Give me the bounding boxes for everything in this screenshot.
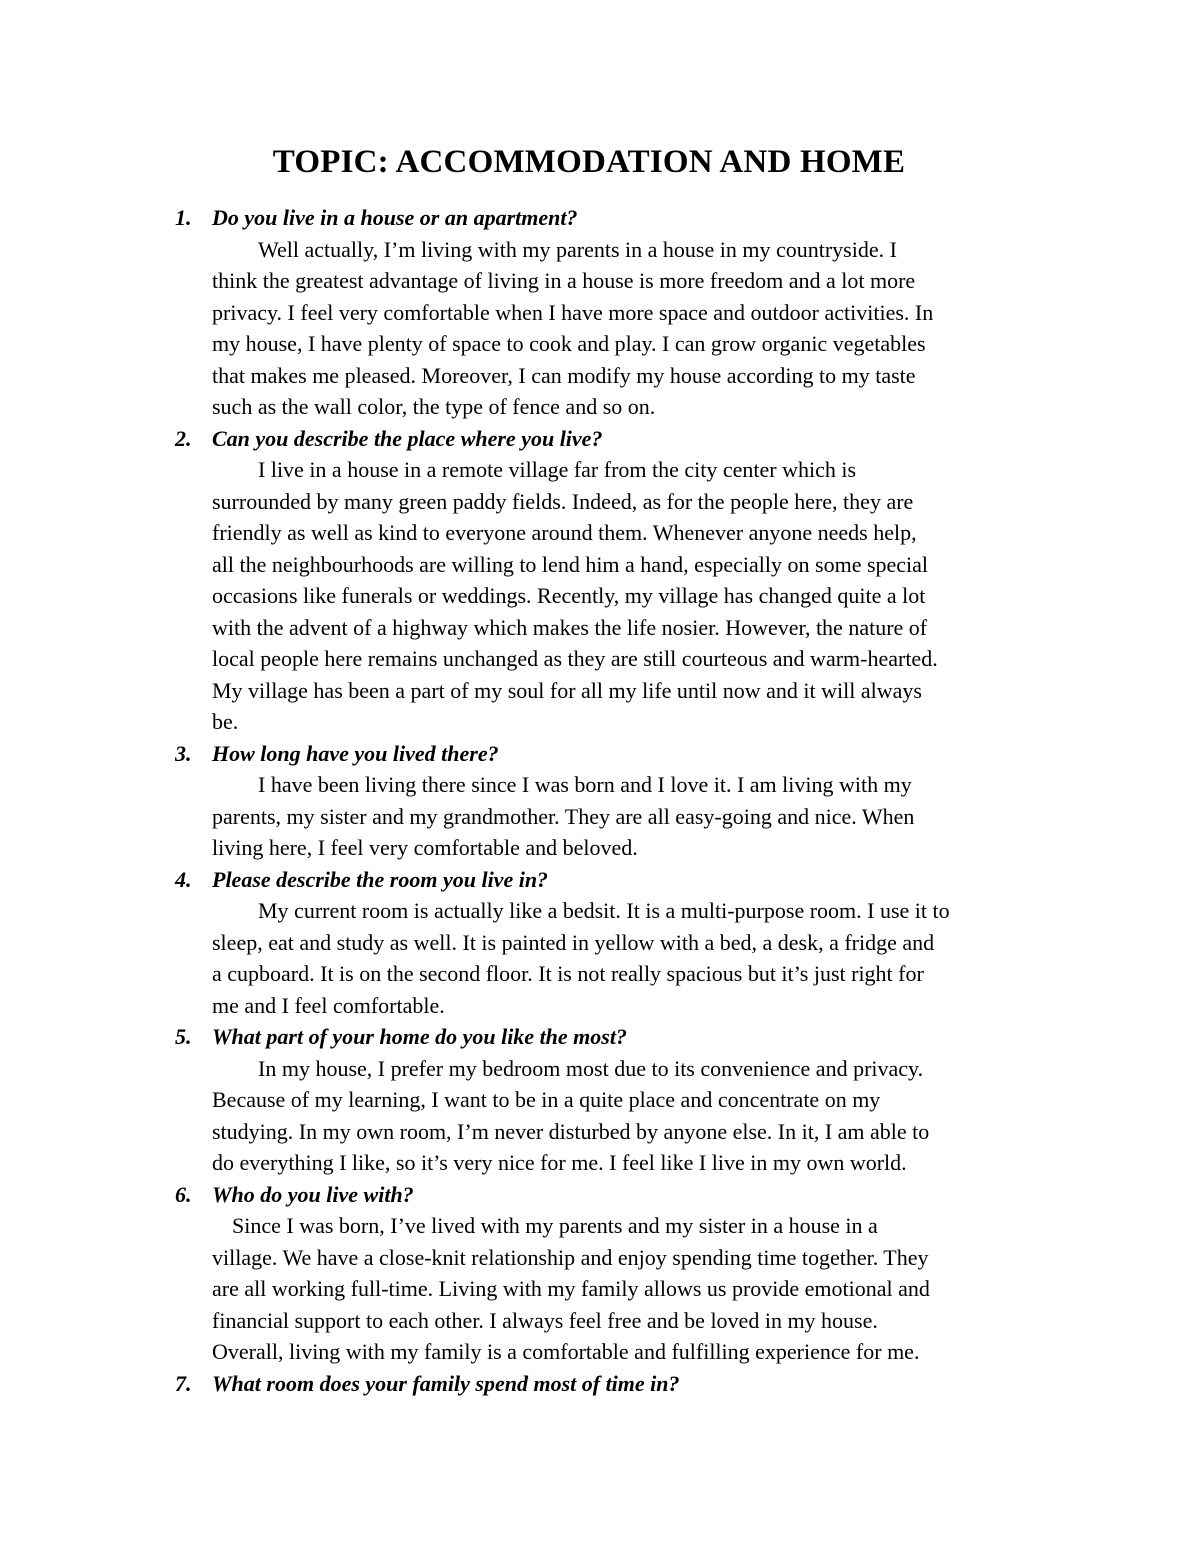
question-item bbox=[0, 1368, 1200, 1400]
question-number: 2. bbox=[175, 425, 192, 451]
question-number: 6. bbox=[175, 1181, 192, 1207]
answer-line: be. bbox=[212, 709, 239, 734]
answer-line: Well actually, I’m living with my parents in a house in my countryside. I bbox=[258, 236, 897, 262]
question-text: How long have you lived there? bbox=[212, 740, 499, 766]
answer-line: all the neighbourhoods are willing to lend him a hand, especially on some special bbox=[212, 551, 929, 577]
answer-line: friendly as well as kind to everyone around them. Whenever anyone needs help, bbox=[212, 520, 917, 545]
question-text: Do you live in a house or an apartment? bbox=[212, 205, 578, 230]
question-text: Can you describe the place where you live? bbox=[212, 425, 603, 451]
answer-line: occasions like funerals or weddings. Recently, my village has changed quite a lot bbox=[212, 583, 926, 608]
question-text: What room does your family spend most of time in? bbox=[212, 1370, 680, 1396]
answer-line: I have been living there since I was born and I love it. I am living with my bbox=[258, 772, 912, 797]
question-item bbox=[0, 1179, 1200, 1368]
answer-line: My current room is actually like a bedsit. It is a multi-purpose room. I use it to bbox=[258, 898, 950, 923]
answer-line: I live in a house in a remote village far from the city center which is bbox=[258, 457, 857, 482]
answer-text bbox=[212, 234, 1062, 423]
question-item bbox=[0, 1021, 1200, 1179]
answer-line: sleep, eat and study as well. It is painted in yellow with a bed, a desk, a fridge and bbox=[212, 929, 935, 955]
answer-line: Because of my learning, I want to be in a quite place and concentrate on my bbox=[212, 1087, 881, 1112]
question-item bbox=[0, 864, 1200, 1022]
answer-line: In my house, I prefer my bedroom most due to its convenience and privacy. bbox=[258, 1055, 924, 1081]
answer-line: are all working full-time. Living with my family allows us provide emotional and bbox=[212, 1276, 930, 1301]
answer-line: my house, I have plenty of space to cook and play. I can grow organic vegetables bbox=[212, 331, 926, 356]
answer-line: financial support to each other. I always feel free and be loved in my house. bbox=[212, 1307, 878, 1333]
question-text: Who do you live with? bbox=[212, 1181, 414, 1207]
answer-text bbox=[212, 895, 1062, 1021]
question-number: 3. bbox=[175, 740, 192, 766]
question-list bbox=[0, 202, 1200, 1399]
question-number: 4. bbox=[175, 866, 192, 892]
answer-line: me and I feel comfortable. bbox=[212, 992, 445, 1018]
answer-line: with the advent of a highway which makes the life nosier. However, the nature of bbox=[212, 614, 928, 640]
answer-line: think the greatest advantage of living in a house is more freedom and a lot more bbox=[212, 268, 916, 293]
question-item bbox=[0, 738, 1200, 864]
answer-text bbox=[212, 769, 1062, 864]
answer-line: local people here remains unchanged as they are still courteous and warm-hearted. bbox=[212, 646, 938, 671]
answer-text bbox=[212, 454, 1062, 738]
answer-line: surrounded by many green paddy fields. Indeed, as for the people here, they are bbox=[212, 488, 914, 514]
page-title: TOPIC: ACCOMMODATION AND HOME bbox=[272, 144, 906, 180]
question-item bbox=[0, 423, 1200, 738]
answer-line: Overall, living with my family is a comfortable and fulfilling experience for me. bbox=[212, 1339, 920, 1364]
answer-line: My village has been a part of my soul for all my life until now and it will always bbox=[212, 677, 922, 703]
answer-line: such as the wall color, the type of fence and so on. bbox=[212, 394, 656, 419]
answer-line: village. We have a close-knit relationship and enjoy spending time together. They bbox=[212, 1244, 929, 1270]
answer-line: living here, I feel very comfortable and beloved. bbox=[212, 835, 638, 860]
answer-line: parents, my sister and my grandmother. They are all easy-going and nice. When bbox=[212, 803, 915, 829]
question-number: 5. bbox=[175, 1024, 192, 1049]
question-text: Please describe the room you live in? bbox=[212, 866, 549, 892]
question-number: 1. bbox=[175, 205, 192, 230]
answer-line: do everything I like, so it’s very nice for me. I feel like I live in my own world. bbox=[212, 1150, 907, 1175]
answer-text bbox=[212, 1210, 1062, 1368]
answer-line: Since I was born, I’ve lived with my parents and my sister in a house in a bbox=[232, 1213, 878, 1238]
question-text: What part of your home do you like the most? bbox=[212, 1024, 627, 1049]
answer-line: a cupboard. It is on the second floor. It is not really spacious but it’s just right for bbox=[212, 961, 924, 986]
answer-line: privacy. I feel very comfortable when I have more space and outdoor activities. In bbox=[212, 299, 934, 325]
question-item bbox=[0, 202, 1200, 423]
answer-line: that makes me pleased. Moreover, I can modify my house according to my taste bbox=[212, 362, 916, 388]
question-number: 7. bbox=[175, 1370, 192, 1396]
answer-line: studying. In my own room, I’m never disturbed by anyone else. In it, I am able to bbox=[212, 1118, 930, 1144]
answer-text bbox=[212, 1053, 1062, 1179]
